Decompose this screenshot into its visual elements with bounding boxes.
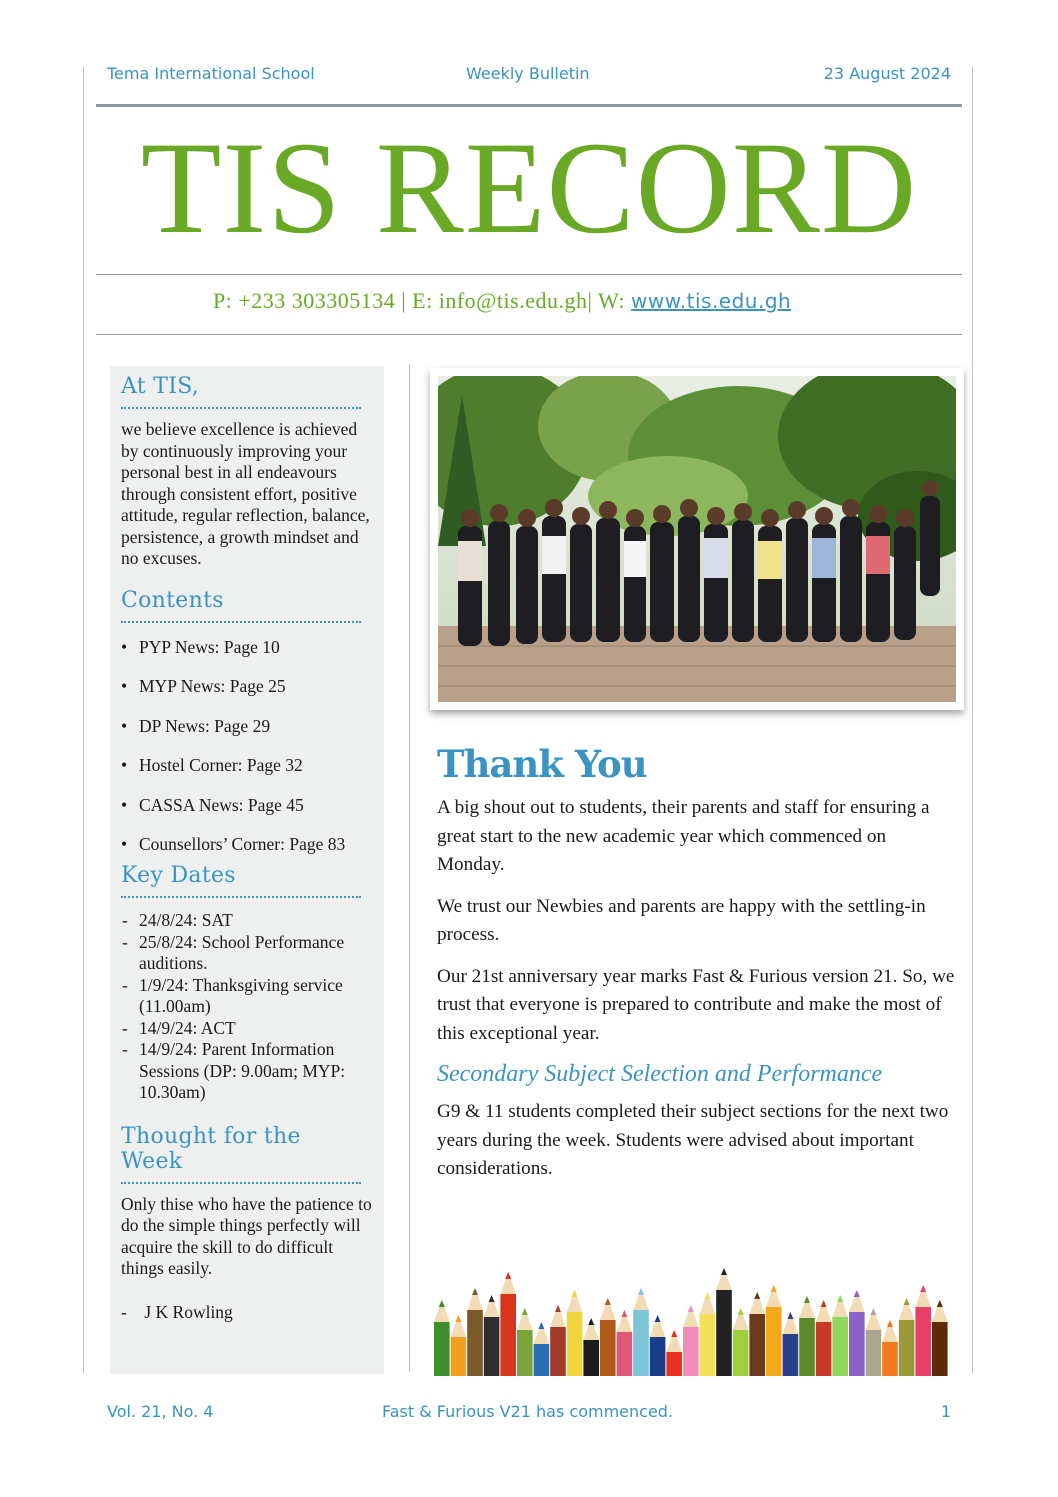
pencil: [666, 1330, 682, 1376]
article-subheading: Secondary Subject Selection and Performance: [437, 1061, 883, 1087]
contents-item[interactable]: • Counsellors’ Corner: Page 83: [121, 834, 374, 855]
contact-line: [213, 288, 791, 314]
volume-number: Vol. 21, No. 4: [107, 1402, 214, 1421]
school-name: Tema International School: [107, 64, 315, 83]
article-paragraph: Our 21st anniversary year marks Fast & Furious version 21. So, we trust that everyone is prepared to contribute and make the most of this exceptional year.: [437, 965, 955, 1044]
pencil: [783, 1312, 799, 1376]
key-date-item: - 25/8/24: School Performance auditions.: [121, 932, 374, 975]
masthead-title: TIS RECORD: [140, 114, 918, 261]
pencil: [567, 1290, 583, 1376]
pencil: [617, 1310, 633, 1376]
pencil: [484, 1295, 500, 1376]
pencil: [633, 1288, 649, 1376]
pencil: [500, 1272, 516, 1376]
pencil: [467, 1288, 483, 1376]
key-dates-list: [121, 910, 374, 1104]
colored-pencils-image: [434, 1240, 954, 1376]
mission-text: we believe excellence is achieved by continuously improving your personal best in all endeavours through consistent effort, positive attitude, regular reflection, balance, persistence, a growth mindset and no excuses.: [121, 419, 370, 568]
contents-item[interactable]: • Hostel Corner: Page 32: [121, 755, 374, 776]
key-dates-heading: Key Dates: [121, 863, 361, 898]
contents-item[interactable]: • CASSA News: Page 45: [121, 795, 374, 816]
pencil: [550, 1305, 566, 1376]
contents-item[interactable]: • PYP News: Page 10: [121, 637, 374, 658]
website-link[interactable]: www.tis.edu.gh: [631, 289, 792, 313]
article-title: Thank You: [437, 742, 647, 786]
pencil: [534, 1322, 550, 1376]
pencil: [832, 1295, 848, 1376]
footer-tagline: Fast & Furious V21 has commenced.: [382, 1402, 674, 1421]
key-date-item: - 1/9/24: Thanksgiving service (11.00am): [121, 975, 374, 1018]
pencil: [716, 1268, 732, 1376]
sidebar: [110, 366, 384, 1374]
key-date-item: - 14/9/24: ACT: [121, 1018, 374, 1040]
pencil: [583, 1318, 599, 1376]
pencil: [932, 1300, 948, 1376]
pencil: [733, 1308, 749, 1376]
column-divider: [409, 364, 410, 1372]
pencil: [816, 1300, 832, 1376]
at-tis-heading: At TIS,: [121, 374, 361, 409]
pencil: [915, 1285, 931, 1376]
pencil: [866, 1308, 882, 1376]
pencil: [882, 1320, 898, 1376]
pencil: [766, 1285, 782, 1376]
pencil: [700, 1292, 716, 1376]
contents-heading: Contents: [121, 588, 361, 623]
pencil: [434, 1300, 450, 1376]
footer-bar: [107, 1402, 951, 1426]
article-thank-you: [437, 742, 957, 1197]
pencil: [749, 1292, 765, 1376]
pencil: [683, 1305, 699, 1376]
pencil: [650, 1315, 666, 1376]
page-border-left: [83, 66, 84, 1374]
pencil: [899, 1298, 915, 1376]
pencil: [600, 1298, 616, 1376]
contact-details: P: +233 303305134 | E: info@tis.edu.gh| W:: [213, 288, 632, 313]
page-border-right: [972, 66, 973, 1374]
contents-item[interactable]: • DP News: Page 29: [121, 716, 374, 737]
article-paragraph: A big shout out to students, their parents and staff for ensuring a great start to the new academic year which commenced on Monday.: [437, 797, 930, 875]
group-photo-image: [438, 376, 956, 702]
article-paragraph: We trust our Newbies and parents are happy with the settling-in process.: [437, 895, 926, 945]
group-photo: [430, 368, 964, 710]
key-date-item: - 14/9/24: Parent Information Sessions (DP: 9.00am; MYP: 10.30am): [121, 1039, 374, 1104]
thought-heading: Thought for the Week: [121, 1124, 361, 1184]
contact-rule: [96, 334, 962, 335]
pencil: [799, 1296, 815, 1376]
publication-name: Weekly Bulletin: [466, 64, 590, 83]
page-number: 1: [940, 1402, 951, 1421]
header-rule: [96, 104, 962, 107]
article-sub-paragraph: G9 & 11 students completed their subject sections for the next two years during the week. Students were advised about important considerations.: [437, 1101, 949, 1179]
issue-date: 23 August 2024: [823, 64, 951, 83]
pencil: [517, 1308, 533, 1376]
contents-item[interactable]: • MYP News: Page 25: [121, 676, 374, 697]
thought-author: - J K Rowling: [121, 1301, 233, 1322]
contents-list: [121, 637, 374, 856]
header-bar: [107, 64, 951, 88]
pencil: [451, 1315, 467, 1376]
pencil: [849, 1290, 865, 1376]
masthead-rule: [96, 274, 962, 275]
thought-quote: Only thise who have the patience to do the simple things perfectly will acquire the skill to do difficult things easily.: [121, 1193, 372, 1278]
key-date-item: - 24/8/24: SAT: [121, 910, 374, 932]
